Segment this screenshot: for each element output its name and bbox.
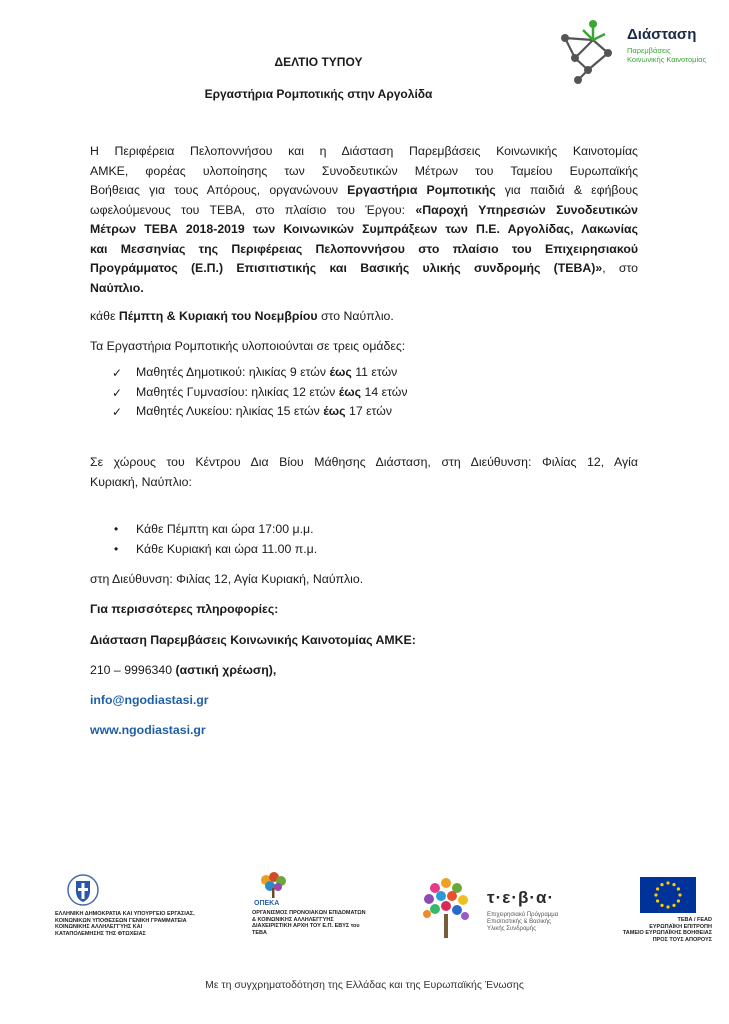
list-item: Κάθε Κυριακή και ώρα 11.00 π.μ.	[136, 542, 318, 556]
logo-brand-name: Διάσταση	[627, 26, 697, 43]
list-item: Κάθε Πέμπτη και ώρα 17:00 μ.μ.	[136, 522, 314, 536]
bullet-icon: •	[114, 522, 119, 536]
list-item: Μαθητές Δημοτικού: ηλικίας 9 ετών έως 11 ετών	[136, 365, 398, 379]
greek-emblem-icon	[67, 873, 99, 907]
groups-intro: Τα Εργαστήρια Ρομποτικής υλοποιούνται σε τρεις ομάδες:	[90, 339, 406, 353]
teva-logo: τ·ε·β·α· Επιχειρησιακό Πρόγραμμα Επισιτιστικής & Βασικής Υλικής Συνδρομής	[415, 870, 575, 950]
opeka-logo: ΟΠΕΚΑ ΟΡΓΑΝΙΣΜΟΣ ΠΡΟΝΟΙΑΚΩΝ ΕΠΙΔΟΜΑΤΩΝ & ΚΟΙΝΩΝΙΚΗΣ ΑΛΛΗΛΕΓΓΥΗΣ ΔΙΑΧΕΙΡΙΣΤΙΚΗ ΑΡΧΗ ΤΟΥ Ε.Π. ΕΒΥΣ του ΤΕΒΑ	[252, 870, 392, 948]
schedule-line: κάθε Πέμπτη & Κυριακή του Νοεμβρίου στο Ναύπλιο.	[90, 309, 394, 323]
checkmark-icon: ✓	[112, 386, 123, 400]
opeka-tree-icon	[256, 870, 290, 900]
eu-flag-icon	[640, 877, 696, 913]
logo-subtitle: Παρεμβάσεις Κοινωνικής Καινοτομίας	[627, 46, 707, 64]
press-release-title: ΔΕΛΤΙΟ ΤΥΠΟΥ	[274, 55, 363, 69]
address-line: στη Διεύθυνση: Φιλίας 12, Αγία Κυριακή, Ναύπλιο.	[90, 572, 364, 586]
contact-email-link[interactable]: info@ngodiastasi.gr	[90, 693, 209, 707]
bullet-icon: •	[114, 542, 119, 556]
list-item: Μαθητές Λυκείου: ηλικίας 15 ετών έως 17 ετών	[136, 404, 392, 418]
checkmark-icon: ✓	[112, 405, 123, 419]
list-item: Μαθητές Γυμνασίου: ηλικίας 12 ετών έως 14 ετών	[136, 385, 408, 399]
contact-website-link[interactable]: www.ngodiastasi.gr	[90, 723, 206, 737]
contact-heading: Για περισσότερες πληροφορίες:	[90, 602, 279, 616]
contact-org: Διάσταση Παρεμβάσεις Κοινωνικής Καινοτομίας ΑΜΚΕ:	[90, 633, 416, 647]
greek-ministry-logo: ΕΛΛΗΝΙΚΗ ΔΗΜΟΚΡΑΤΙΑ ΚΑΙ ΥΠΟΥΡΓΕΙΟ ΕΡΓΑΣΙΑΣ, ΚΟΙΝΩΝΙΚΩΝ ΥΠΟΘΕΣΕΩΝ ΓΕΝΙΚΗ ΓΡΑΜΜΑΤΕΙΑ ΚΟΙΝΩΝΙΚΗΣ ΑΛΛΗΛΕΓΓΥΗΣ ΚΑΙ ΚΑΤΑΠΟΛΕΜΗΣΗΣ ΤΗΣ ΦΤΩΧΕΙΑΣ	[55, 873, 230, 948]
teva-tree-icon	[415, 874, 477, 942]
contact-phone: 210 – 9996340 (αστική χρέωση),	[90, 663, 277, 677]
eu-fead-logo: ΤΕΒΑ / FEAD ΕΥΡΩΠΑΪΚΗ ΕΠΙΤΡΟΠΗ ΤΑΜΕΙΟ ΕΥΡΩΠΑΪΚΗΣ ΒΟΗΘΕΙΑΣ ΠΡΟΣ ΤΟΥΣ ΑΠΟΡΟΥΣ	[612, 877, 712, 947]
diastasi-network-icon	[553, 18, 623, 88]
checkmark-icon: ✓	[112, 366, 123, 380]
press-release-subtitle: Εργαστήρια Ρομποτικής στην Αργολίδα	[204, 87, 433, 101]
cofunding-note: Με τη συγχρηματοδότηση της Ελλάδας και της Ευρωπαϊκής Ένωσης	[205, 979, 524, 991]
